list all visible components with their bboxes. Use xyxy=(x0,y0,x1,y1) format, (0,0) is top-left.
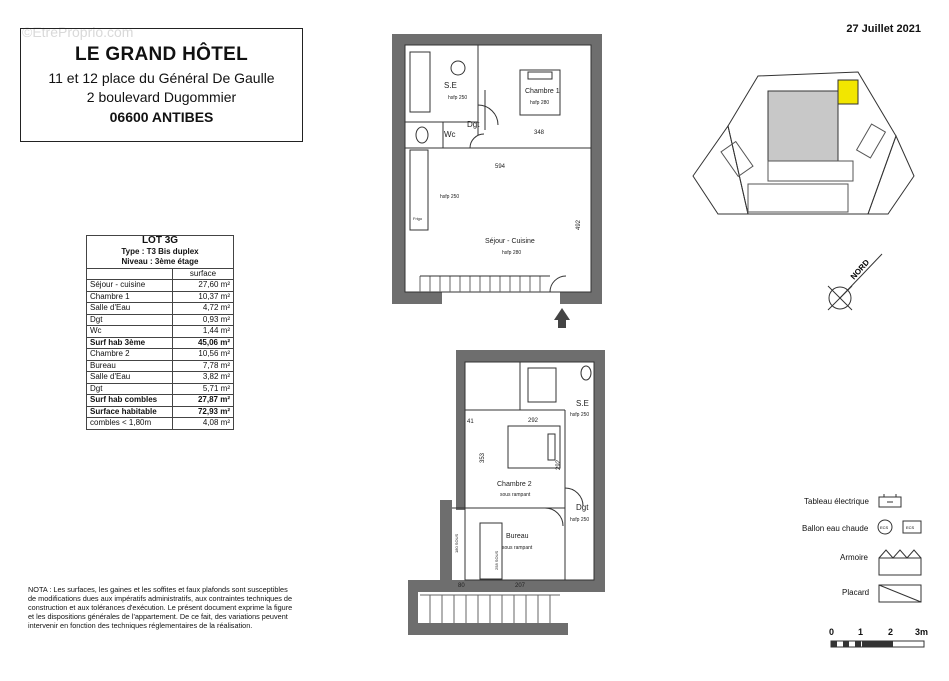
table-row xyxy=(87,406,234,418)
label-se2-hsfp: hsfp 250 xyxy=(570,412,590,418)
shower-tray xyxy=(410,52,430,112)
highlighted-lot xyxy=(838,80,858,104)
row-value: 4,08 m² xyxy=(173,418,234,430)
label-sejour-hsfp: hsfp 280 xyxy=(502,250,522,256)
row-value: 4,72 m² xyxy=(173,303,234,315)
row-label: Dgt xyxy=(87,314,173,326)
lot-niveau: Niveau : 3ème étage xyxy=(87,257,234,268)
row-value: 7,78 m² xyxy=(173,360,234,372)
scale-label-3: 3m xyxy=(915,627,929,637)
legal-note: NOTA : Les surfaces, les gaines et les soffites et faux plafonds sont susceptibles de modifications dues aux impératifs administratifs, aux contraintes techniques de construction et aux tolérances d'exécution. Le présent document exprime la figure et les dispositions générales de l'appartement. De ce fait, des variations peuvent intervenir en fonction des techniques réglementaires de la réalisation. xyxy=(28,585,293,630)
row-label: Chambre 2 xyxy=(87,349,173,361)
document-date: 27 Juillet 2021 xyxy=(846,23,921,35)
row-label: Surf hab combles xyxy=(87,395,173,407)
tableau-electrique-icon xyxy=(878,494,908,508)
row-value: 5,71 m² xyxy=(173,383,234,395)
central-courtyard xyxy=(768,91,838,161)
label-sejour: Séjour - Cuisine xyxy=(485,238,535,245)
label-chambre2-sub: sous rampant xyxy=(500,492,531,498)
door-swing-dgt xyxy=(470,134,484,148)
lower-stair-steps xyxy=(430,595,550,623)
row-label: Bureau xyxy=(87,360,173,372)
scale-label-1: 1 xyxy=(858,627,864,637)
door-swing-bureau xyxy=(545,508,563,526)
shower-drain xyxy=(451,61,465,75)
table-row xyxy=(87,383,234,395)
table-row xyxy=(87,280,234,292)
row-label: Wc xyxy=(87,326,173,338)
table-row xyxy=(87,349,234,361)
row-value: 3,82 m² xyxy=(173,372,234,384)
left-wing xyxy=(693,126,748,214)
row-label: Séjour - cuisine xyxy=(87,280,173,292)
bed-2 xyxy=(508,426,560,468)
legend-placard-label: Placard xyxy=(842,588,870,597)
shower-2 xyxy=(528,368,556,402)
row-value: 45,06 m² xyxy=(173,337,234,349)
north-label: NORD xyxy=(848,257,872,282)
label-se: S.E xyxy=(444,81,457,90)
ballon-eau-icons xyxy=(876,519,924,535)
row-label: Surface habitable xyxy=(87,406,173,418)
pillow-1 xyxy=(528,72,552,79)
wc-bowl xyxy=(416,127,428,143)
upper-floor-plan xyxy=(380,30,615,335)
row-value: 0,93 m² xyxy=(173,314,234,326)
scale-bar xyxy=(830,639,926,649)
table-row xyxy=(87,303,234,315)
label-dgt-upper: Dgt xyxy=(467,120,480,129)
table-row xyxy=(87,314,234,326)
legend-armoire-label: Armoire xyxy=(840,553,869,562)
sink-2 xyxy=(581,366,591,380)
lower-floor-plan xyxy=(400,348,615,635)
stair-left xyxy=(721,142,753,177)
row-value: 27,60 m² xyxy=(173,280,234,292)
label-bureau-sub: sous rampant xyxy=(502,545,533,551)
title-box xyxy=(20,28,303,142)
right-wing xyxy=(868,136,914,214)
stair-right xyxy=(857,124,886,158)
watermark: ©EtreProprio.com xyxy=(22,24,134,40)
table-row xyxy=(87,291,234,303)
armoire-icon xyxy=(877,546,925,578)
table-corner-cell xyxy=(87,268,173,280)
label-se2: S.E xyxy=(576,399,589,408)
surface-header: surface xyxy=(173,268,234,280)
row-label: Chambre 1 xyxy=(87,291,173,303)
label-dgt-lower: Dgt xyxy=(576,503,589,512)
row-value: 72,93 m² xyxy=(173,406,234,418)
dim-41: 41 xyxy=(467,419,474,425)
scale-label-2: 2 xyxy=(888,627,894,637)
address-line-2: 2 boulevard Dugommier xyxy=(86,89,237,105)
north-arrow xyxy=(818,250,893,318)
site-block-b xyxy=(748,184,848,212)
dim-594: 594 xyxy=(495,164,506,170)
door-swing-chambre1 xyxy=(478,105,498,125)
table-row xyxy=(87,372,234,384)
row-label: combles < 1,80m xyxy=(87,418,173,430)
lot-surface-table xyxy=(86,235,234,430)
site-block-a xyxy=(768,161,853,181)
row-label: Salle d'Eau xyxy=(87,372,173,384)
dim-180: 180 SOUS xyxy=(454,533,459,553)
building-name: LE GRAND HÔTEL xyxy=(74,44,249,65)
staircase-steps xyxy=(420,276,540,292)
lot-title: LOT 3G xyxy=(87,236,234,247)
table-row xyxy=(87,395,234,407)
address-line-1: 11 et 12 place du Général De Gaulle xyxy=(48,70,275,86)
row-label: Dgt xyxy=(87,383,173,395)
table-row xyxy=(87,337,234,349)
ballon-icon-1-text: ECS xyxy=(880,525,889,530)
label-wc: Wc xyxy=(444,130,456,139)
dim-207: 207 xyxy=(515,583,526,589)
entrance-arrow-icon xyxy=(554,308,570,328)
pillow-2 xyxy=(548,434,555,460)
dim-492: 492 xyxy=(576,219,582,230)
site-plan xyxy=(688,66,916,216)
legend-tableau-label: Tableau électrique xyxy=(804,497,869,506)
scale-label-0: 0 xyxy=(829,627,835,637)
dim-348: 348 xyxy=(534,130,545,136)
lot-type: Type : T3 Bis duplex xyxy=(87,247,234,258)
city-line: 06600 ANTIBES xyxy=(109,109,214,125)
table-row xyxy=(87,360,234,372)
row-value: 10,56 m² xyxy=(173,349,234,361)
label-chambre1-hsfp: hsfp 280 xyxy=(530,100,550,106)
dim-292-a: 292 xyxy=(528,418,539,424)
label-chambre1: Chambre 1 xyxy=(525,88,560,95)
label-chambre2: Chambre 2 xyxy=(497,481,532,488)
placard-icon xyxy=(877,583,925,605)
legend-ballon-label: Ballon eau chaude xyxy=(802,524,869,533)
dim-292-b: 292 xyxy=(556,459,562,470)
label-hsfp-250: hsfp 250 xyxy=(440,194,460,200)
dim-353: 353 xyxy=(480,452,486,463)
dim-258: 258 SOUS xyxy=(494,550,499,570)
label-dgt-lower-hsfp: hsfp 250 xyxy=(570,517,590,523)
table-row xyxy=(87,418,234,430)
entry-door-swing xyxy=(550,276,566,292)
ballon-icon-2-text: ECS xyxy=(906,525,915,530)
dim-80: 80 xyxy=(458,583,465,589)
table-row xyxy=(87,326,234,338)
label-bureau: Bureau xyxy=(506,533,529,540)
row-label: Surf hab 3ème xyxy=(87,337,173,349)
row-value: 1,44 m² xyxy=(173,326,234,338)
label-frigo: Frigo xyxy=(413,216,423,221)
label-se-hsfp: hsfp 250 xyxy=(448,95,468,101)
row-value: 10,37 m² xyxy=(173,291,234,303)
row-label: Salle d'Eau xyxy=(87,303,173,315)
row-value: 27,87 m² xyxy=(173,395,234,407)
